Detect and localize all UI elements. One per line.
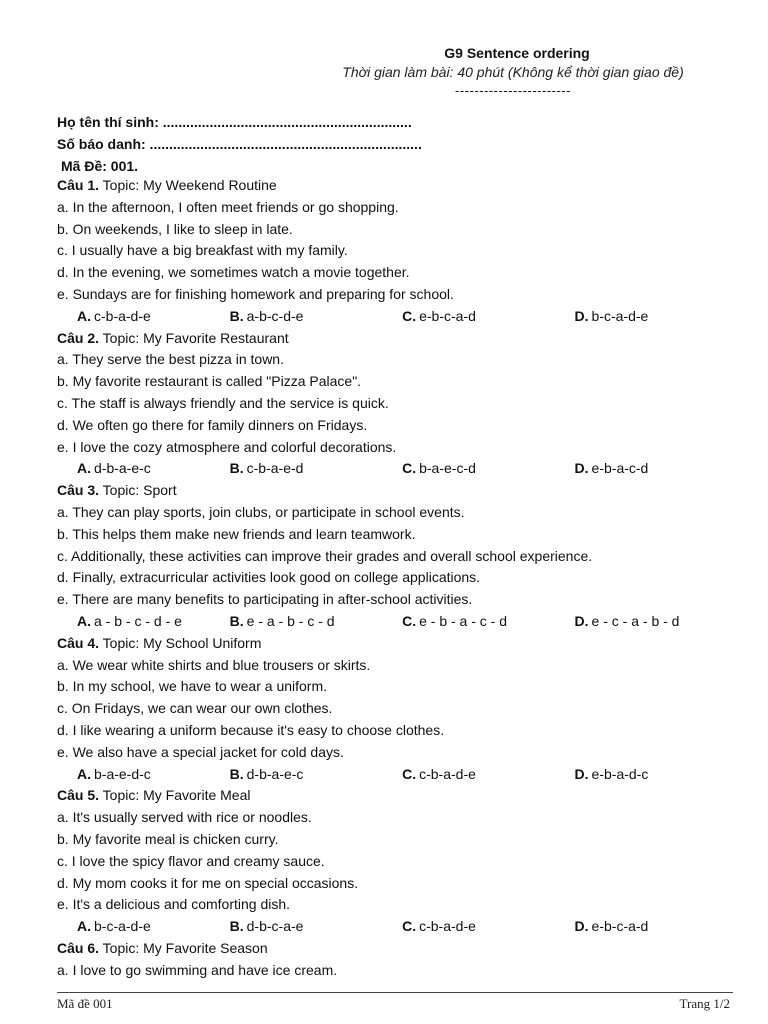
answer-option[interactable] — [575, 611, 747, 633]
sentence-item: c. I usually have a big breakfast with my family. — [57, 242, 348, 259]
answer-letter: C. — [402, 918, 417, 935]
footer-divider — [57, 992, 733, 993]
answer-letter: A. — [77, 918, 91, 935]
answer-order: e - c - a - b - d — [591, 612, 680, 629]
answer-letter: C. — [402, 307, 417, 324]
candidate-id-line: Số báo danh: ...................................................................... — [57, 136, 422, 152]
answer-option[interactable] — [57, 306, 230, 328]
question-number: Câu 1. — [57, 177, 100, 193]
answer-order: c-b-a-d-e — [419, 918, 476, 935]
answer-letter: D. — [574, 765, 589, 782]
answer-option[interactable] — [57, 916, 230, 938]
answer-order: e-b-a-d-c — [591, 765, 649, 782]
answer-letter: C. — [402, 612, 417, 629]
sentence-item: e. I love the cozy atmosphere and colorful decorations. — [57, 438, 397, 455]
question-heading — [57, 938, 747, 960]
sentence-item: e. Sundays are for finishing homework and preparing for school. — [57, 285, 454, 302]
question-heading — [57, 175, 747, 197]
answer-order: e-b-c-a-d — [591, 918, 649, 935]
sentence-item: d. Finally, extracurricular activities look good on college applications. — [57, 569, 481, 586]
answer-choices — [57, 764, 747, 786]
answer-choices — [57, 458, 747, 480]
answer-letter: C. — [402, 460, 417, 477]
sentence-item: a. They serve the best pizza in town. — [57, 351, 284, 368]
answer-order: e - b - a - c - d — [419, 612, 508, 629]
question-number: Câu 5. — [57, 787, 100, 804]
answer-order: b-a-e-d-c — [94, 765, 151, 782]
sentence-item: e. It's a delicious and comforting dish. — [57, 896, 291, 913]
question-heading — [57, 480, 747, 502]
sentence-item: c. I love the spicy flavor and creamy sauce. — [57, 852, 325, 869]
sentence-item: a. We wear white shirts and blue trousers or skirts. — [57, 656, 371, 673]
sentence-item: d. I like wearing a uniform because it's easy to choose clothes. — [57, 721, 445, 738]
answer-order: d-b-c-a-e — [246, 918, 304, 935]
question-number: Câu 4. — [57, 634, 100, 651]
question-block — [57, 480, 747, 633]
question-block — [57, 785, 747, 938]
question-topic: Topic: My Weekend Routine — [102, 177, 277, 193]
question-topic: Topic: Sport — [102, 482, 177, 499]
answer-letter: B. — [229, 765, 244, 782]
answer-letter: A. — [77, 765, 91, 782]
answer-order: e-b-a-c-d — [591, 460, 649, 477]
sentence-item: b. My favorite restaurant is called "Pizza Palace". — [57, 373, 362, 390]
question-topic: Topic: My Favorite Season — [102, 939, 268, 956]
sentence-item: a. In the afternoon, I often meet friends or go shopping. — [57, 198, 399, 215]
exam-header — [318, 44, 708, 100]
answer-option[interactable] — [402, 306, 574, 328]
footer-page-number: Trang 1/2 — [679, 996, 730, 1011]
sentence-item: d. My mom cooks it for me on special occasions. — [57, 874, 359, 891]
sentence-item: d. We often go there for family dinners on Fridays. — [57, 416, 368, 433]
answer-option[interactable] — [575, 764, 747, 786]
answer-option[interactable] — [230, 611, 402, 633]
answer-order: c-b-a-d-e — [94, 307, 151, 324]
question-block — [57, 938, 747, 982]
exam-duration: Thời gian làm bài: 40 phút (Không kể thời gian giao đề) — [342, 64, 684, 80]
question-topic: Topic: My School Uniform — [102, 634, 262, 651]
answer-letter: B. — [229, 307, 244, 324]
sentence-item: e. We also have a special jacket for cold days. — [57, 743, 344, 760]
exam-code: Mã Đề: 001. — [61, 158, 139, 174]
answer-letter: A. — [77, 612, 91, 629]
question-number: Câu 3. — [57, 482, 100, 499]
answer-option[interactable] — [575, 306, 747, 328]
answer-choices — [57, 306, 747, 328]
question-heading — [57, 633, 747, 655]
answer-order: a - b - c - d - e — [94, 612, 182, 629]
answer-option[interactable] — [575, 916, 747, 938]
answer-option[interactable] — [230, 306, 402, 328]
answer-option[interactable] — [230, 458, 402, 480]
answer-order: b-a-e-c-d — [419, 460, 476, 477]
footer-exam-code: Mã đề 001 — [57, 996, 113, 1011]
sentence-item: e. There are many benefits to participating in after-school activities. — [57, 591, 473, 608]
answer-letter: B. — [229, 612, 244, 629]
sentence-item: b. On weekends, I like to sleep in late. — [57, 220, 293, 237]
sentence-item: c. Additionally, these activities can improve their grades and overall school experience. — [57, 547, 593, 564]
answer-letter: C. — [402, 765, 417, 782]
answer-option[interactable] — [230, 916, 402, 938]
answer-letter: D. — [574, 918, 589, 935]
answer-order: b-c-a-d-e — [591, 307, 649, 324]
sentence-item: c. The staff is always friendly and the service is quick. — [57, 394, 389, 411]
question-heading — [57, 785, 747, 807]
sentence-item: b. In my school, we have to wear a uniform. — [57, 678, 328, 695]
question-topic: Topic: My Favorite Meal — [102, 787, 251, 804]
answer-option[interactable] — [402, 611, 574, 633]
sentence-item: d. In the evening, we sometimes watch a movie together. — [57, 264, 410, 281]
answer-option[interactable] — [402, 764, 574, 786]
answer-option[interactable] — [402, 916, 574, 938]
sentence-item: a. It's usually served with rice or noodles. — [57, 809, 312, 826]
answer-order: c-b-a-d-e — [419, 765, 476, 782]
sentence-item: b. My favorite meal is chicken curry. — [57, 830, 279, 847]
question-topic: Topic: My Favorite Restaurant — [102, 329, 289, 346]
answer-order: d-b-a-e-c — [246, 765, 304, 782]
answer-option[interactable] — [57, 458, 230, 480]
answer-letter: B. — [229, 460, 244, 477]
answer-letter: D. — [574, 612, 589, 629]
candidate-info — [57, 111, 737, 177]
answer-order: e - a - b - c - d — [246, 612, 335, 629]
header-separator: ------------------------ — [455, 83, 571, 98]
sentence-item: a. I love to go swimming and have ice cream. — [57, 961, 338, 978]
exam-title: G9 Sentence ordering — [444, 45, 590, 61]
answer-option[interactable] — [230, 764, 402, 786]
question-heading — [57, 328, 747, 350]
answer-option[interactable] — [575, 458, 747, 480]
answer-order: c-b-a-e-d — [246, 460, 304, 477]
answer-letter: D. — [574, 307, 589, 324]
question-block — [57, 328, 747, 481]
answer-choices — [57, 611, 747, 633]
answer-letter: B. — [229, 918, 244, 935]
question-block — [57, 175, 747, 328]
answer-option[interactable] — [57, 611, 230, 633]
question-number: Câu 6. — [57, 939, 100, 956]
answer-letter: A. — [77, 307, 91, 324]
question-number: Câu 2. — [57, 329, 100, 346]
sentence-item: b. This helps them make new friends and learn teamwork. — [57, 525, 416, 542]
question-block — [57, 633, 747, 786]
answer-letter: A. — [77, 460, 91, 477]
answer-option[interactable] — [402, 458, 574, 480]
candidate-name-line: Họ tên thí sinh: ................................................................ — [57, 114, 412, 130]
answer-letter: D. — [574, 460, 589, 477]
sentence-item: c. On Fridays, we can wear our own clothes. — [57, 700, 333, 717]
answer-order: e-b-c-a-d — [419, 307, 476, 324]
question-list — [57, 175, 747, 981]
answer-order: d-b-a-e-c — [94, 460, 151, 477]
answer-order: b-c-a-d-e — [94, 918, 151, 935]
sentence-item: a. They can play sports, join clubs, or participate in school events. — [57, 503, 465, 520]
answer-order: a-b-c-d-e — [246, 307, 304, 324]
answer-choices — [57, 916, 747, 938]
answer-option[interactable] — [57, 764, 230, 786]
